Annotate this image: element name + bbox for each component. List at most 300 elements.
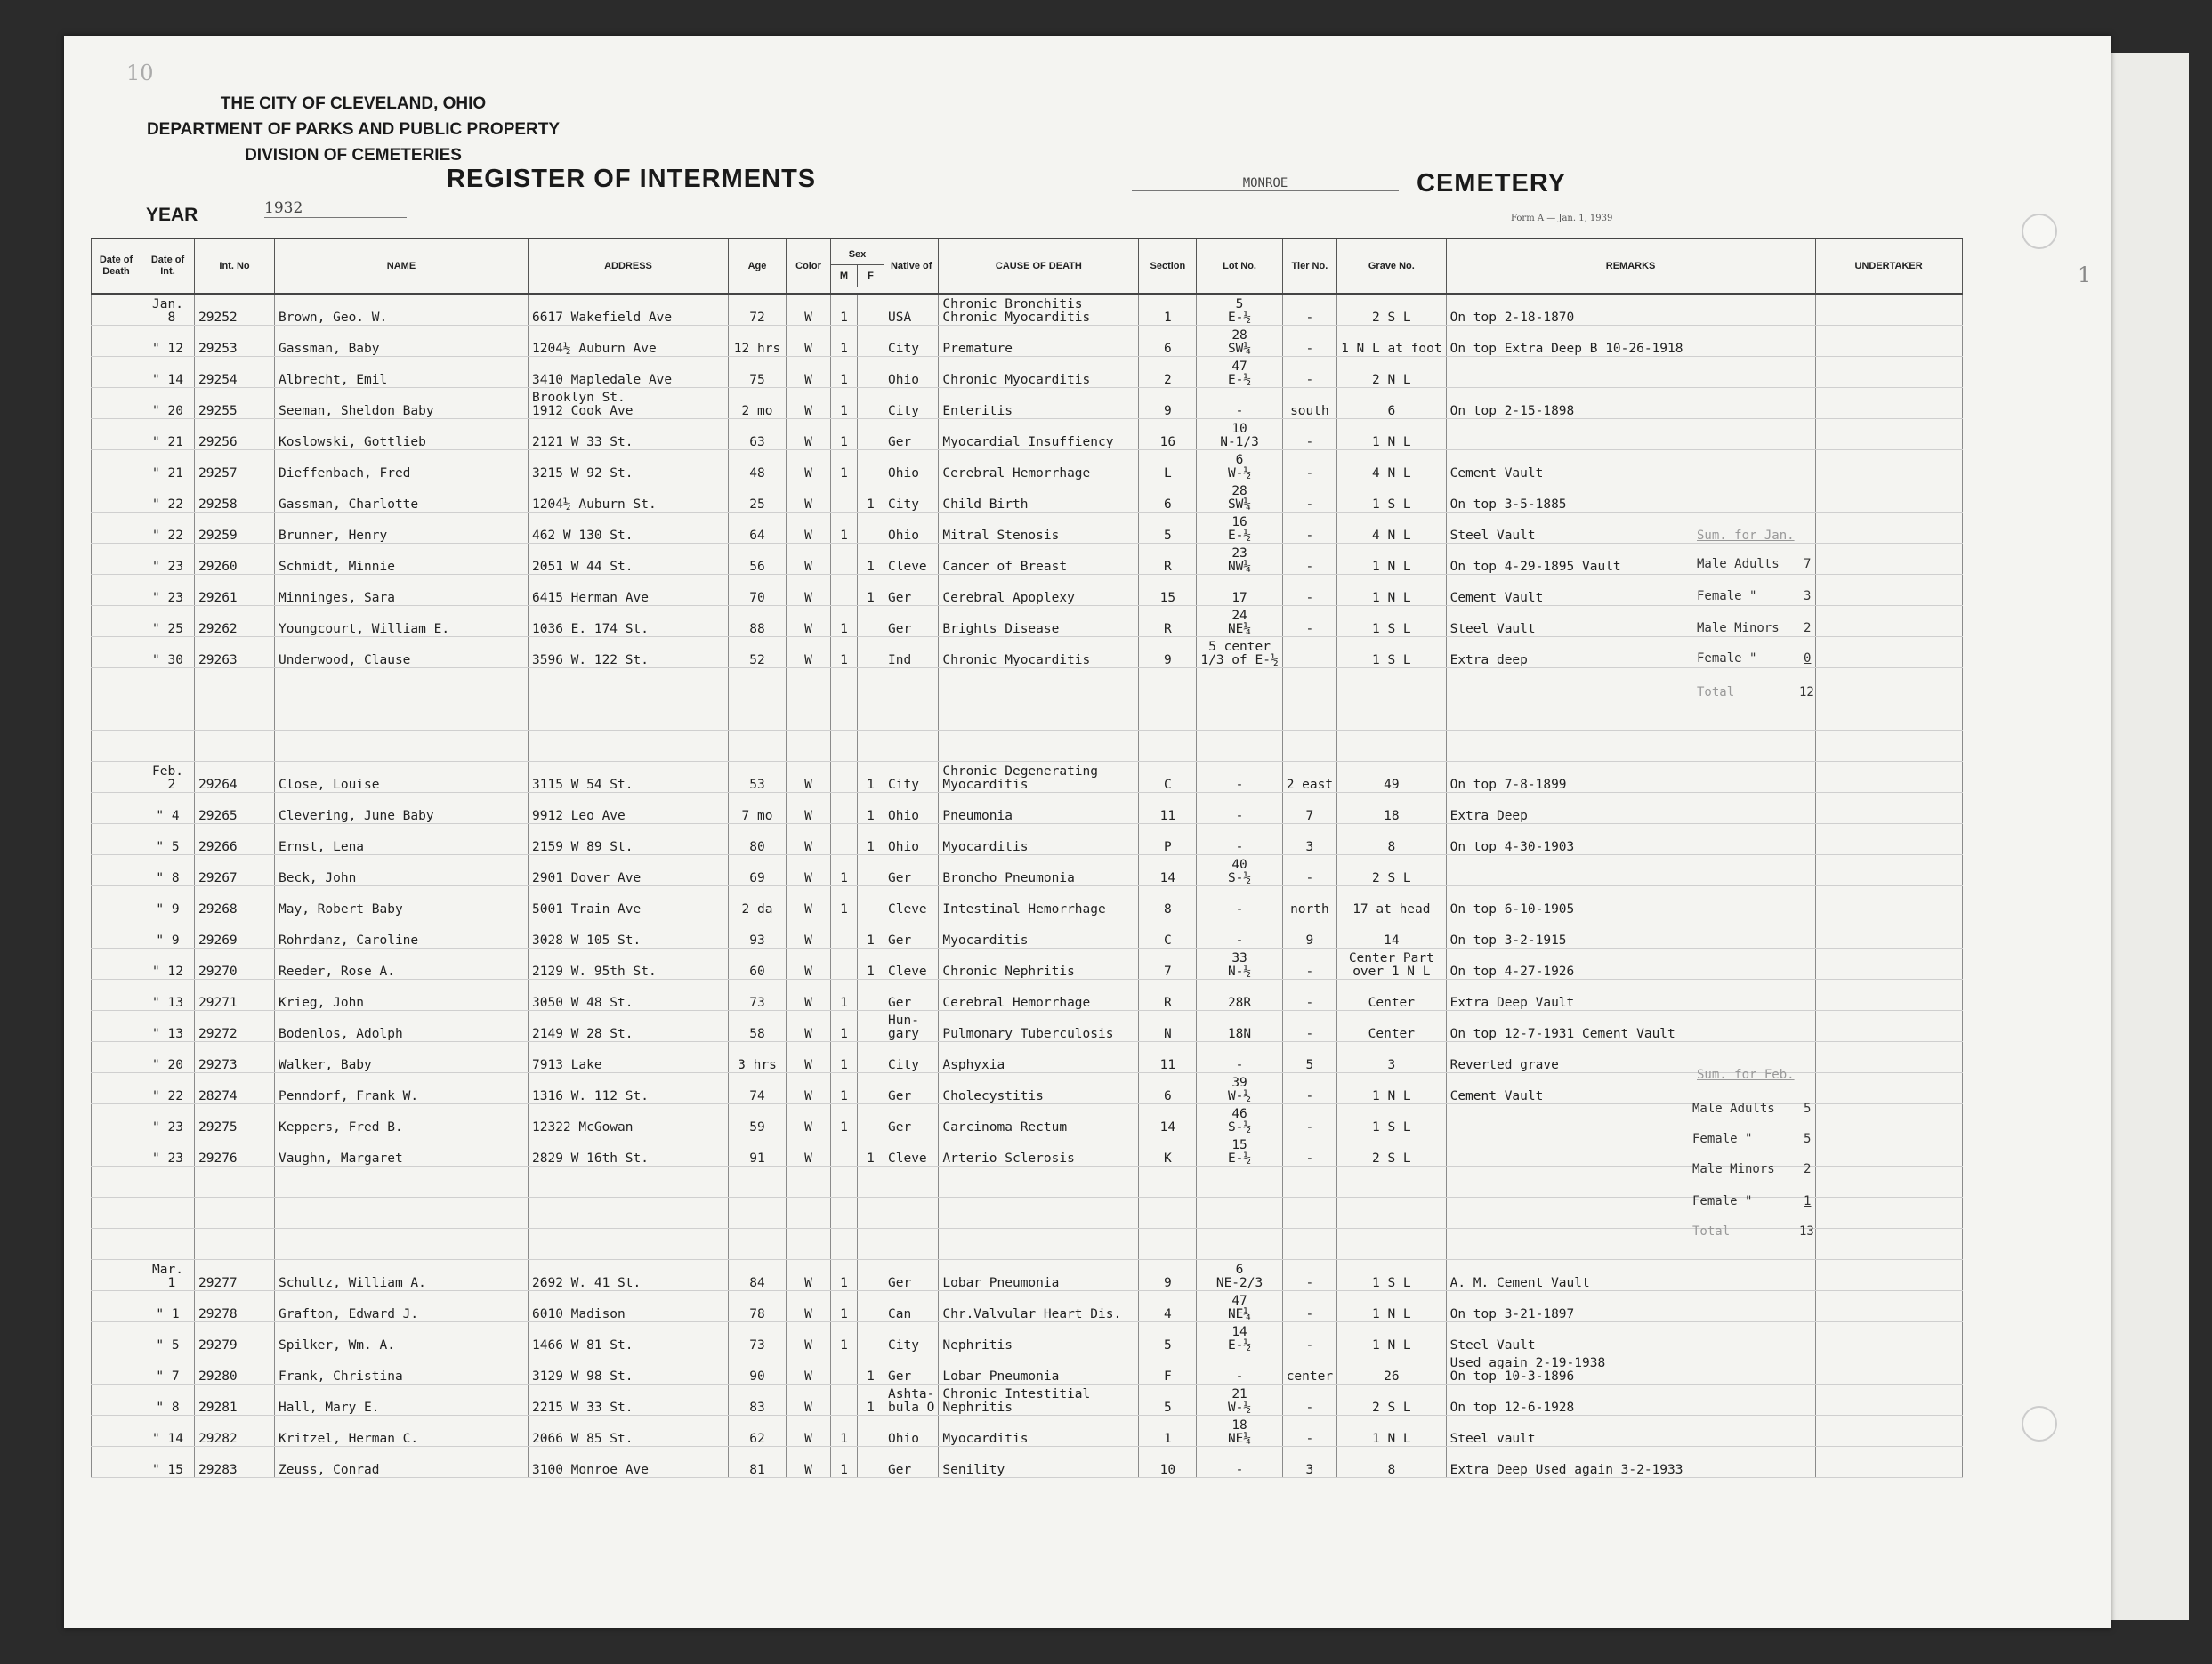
cell-remarks: Cement Vault: [1446, 575, 1815, 606]
cell-address: 1036 E. 174 St.: [529, 606, 729, 637]
org-heading: [64, 91, 642, 168]
jan-female-adults-label: Female ": [1697, 589, 1757, 603]
cell-date-of-interment: " 7: [141, 1353, 195, 1385]
table-row: [92, 388, 1963, 419]
cell-interment-number: 29282: [195, 1416, 275, 1447]
cell-lot: -: [1197, 793, 1282, 824]
cell-name: Schmidt, Minnie: [275, 544, 529, 575]
feb-male-minors-count: 2: [1804, 1162, 1812, 1176]
cell-address: 2829 W 16th St.: [529, 1135, 729, 1167]
table-row: [92, 1135, 1963, 1167]
cell-tier: 9: [1282, 917, 1336, 949]
jan-female-minors-label: Female ": [1697, 651, 1757, 666]
cell-sex-male: 1: [831, 1260, 858, 1291]
cell-sex-female: [858, 1104, 884, 1135]
cell-undertaker: [1815, 419, 1962, 450]
cell-remarks: [1446, 731, 1815, 762]
cell-native-of: Can: [884, 1291, 939, 1322]
cell-lot: 40 S-½: [1197, 855, 1282, 886]
cell-tier: -: [1282, 450, 1336, 481]
cell-undertaker: [1815, 949, 1962, 980]
cell-date-of-death: [92, 1447, 141, 1478]
cell-color: W: [787, 917, 831, 949]
cell-lot: 21 W-½: [1197, 1385, 1282, 1416]
cell-grave: 8: [1337, 824, 1447, 855]
cell-section: C: [1139, 917, 1197, 949]
cell-grave: 8: [1337, 1447, 1447, 1478]
cell-name: [275, 699, 529, 731]
cell-sex-female: [858, 731, 884, 762]
cell-undertaker: [1815, 1353, 1962, 1385]
cell-date-of-death: [92, 481, 141, 513]
cell-native-of: Cleve: [884, 544, 939, 575]
cell-sex-female: 1: [858, 949, 884, 980]
cell-cause-of-death: Chronic Intestitial Nephritis: [939, 1385, 1139, 1416]
cell-name: Close, Louise: [275, 762, 529, 793]
jan-male-adults-count: 7: [1804, 557, 1812, 571]
cell-grave: 2 S L: [1337, 294, 1447, 326]
cell-color: W: [787, 544, 831, 575]
cell-age: 84: [729, 1260, 787, 1291]
cell-date-of-death: [92, 1198, 141, 1229]
cell-name: Frank, Christina: [275, 1353, 529, 1385]
cell-address: 12322 McGowan: [529, 1104, 729, 1135]
cell-cause-of-death: Child Birth: [939, 481, 1139, 513]
cell-sex-female: [858, 699, 884, 731]
col-grave: Grave No.: [1337, 238, 1447, 294]
cell-age: 62: [729, 1416, 787, 1447]
cell-grave: 4 N L: [1337, 450, 1447, 481]
cell-cause-of-death: Myocarditis: [939, 917, 1139, 949]
cell-age: 60: [729, 949, 787, 980]
cell-tier: -: [1282, 1385, 1336, 1416]
cell-tier: -: [1282, 1135, 1336, 1167]
feb-male-adults-label: Male Adults: [1692, 1102, 1775, 1116]
cell-sex-male: 1: [831, 1322, 858, 1353]
cell-lot: 17: [1197, 575, 1282, 606]
cell-interment-number: 29259: [195, 513, 275, 544]
cell-color: W: [787, 1416, 831, 1447]
cell-undertaker: [1815, 1260, 1962, 1291]
page-number: 10: [126, 61, 154, 85]
cell-color: W: [787, 762, 831, 793]
cell-native-of: [884, 668, 939, 699]
cell-name: Minninges, Sara: [275, 575, 529, 606]
cell-date-of-death: [92, 419, 141, 450]
cell-native-of: Cleve: [884, 886, 939, 917]
cell-undertaker: [1815, 699, 1962, 731]
cell-date-of-interment: [141, 1167, 195, 1198]
cell-age: 90: [729, 1353, 787, 1385]
cell-tier: 3: [1282, 824, 1336, 855]
cell-sex-male: [831, 917, 858, 949]
col-lot: Lot No.: [1197, 238, 1282, 294]
cell-name: Beck, John: [275, 855, 529, 886]
cell-interment-number: 29252: [195, 294, 275, 326]
cell-age: 73: [729, 1322, 787, 1353]
cell-tier: -: [1282, 326, 1336, 357]
cell-address: 1466 W 81 St.: [529, 1322, 729, 1353]
cell-date-of-death: [92, 855, 141, 886]
cell-address: 462 W 130 St.: [529, 513, 729, 544]
cell-interment-number: 29255: [195, 388, 275, 419]
cell-native-of: [884, 731, 939, 762]
cell-date-of-interment: " 14: [141, 1416, 195, 1447]
col-sex: [831, 238, 884, 294]
cell-name: Seeman, Sheldon Baby: [275, 388, 529, 419]
cell-remarks: A. M. Cement Vault: [1446, 1260, 1815, 1291]
cell-native-of: Ohio: [884, 357, 939, 388]
cell-native-of: Hun- gary: [884, 1011, 939, 1042]
cell-lot: 6 W-½: [1197, 450, 1282, 481]
cell-sex-female: [858, 1416, 884, 1447]
cell-tier: -: [1282, 575, 1336, 606]
cell-date-of-death: [92, 388, 141, 419]
cell-cause-of-death: Chronic Myocarditis: [939, 357, 1139, 388]
cell-color: [787, 1167, 831, 1198]
col-color: Color: [787, 238, 831, 294]
table-row: [92, 1229, 1963, 1260]
cell-name: [275, 731, 529, 762]
cell-sex-male: [831, 1229, 858, 1260]
cell-tier: -: [1282, 1011, 1336, 1042]
cell-tier: 2 east: [1282, 762, 1336, 793]
cell-interment-number: [195, 1167, 275, 1198]
cell-interment-number: 29278: [195, 1291, 275, 1322]
cell-date-of-interment: " 25: [141, 606, 195, 637]
interment-table: [91, 238, 1963, 1478]
cell-name: Koslowski, Gottlieb: [275, 419, 529, 450]
cell-color: W: [787, 855, 831, 886]
cell-color: W: [787, 357, 831, 388]
cell-interment-number: 29254: [195, 357, 275, 388]
cell-name: Albrecht, Emil: [275, 357, 529, 388]
cell-address: 2149 W 28 St.: [529, 1011, 729, 1042]
cell-sex-female: 1: [858, 762, 884, 793]
cell-undertaker: [1815, 513, 1962, 544]
cell-remarks: Cement Vault: [1446, 450, 1815, 481]
cell-name: Vaughn, Margaret: [275, 1135, 529, 1167]
cell-sex-female: [858, 855, 884, 886]
table-row: [92, 513, 1963, 544]
cell-color: W: [787, 1135, 831, 1167]
cell-age: 80: [729, 824, 787, 855]
cell-grave: 1 S L: [1337, 606, 1447, 637]
cell-color: W: [787, 980, 831, 1011]
cell-section: 1: [1139, 294, 1197, 326]
table-row: [92, 326, 1963, 357]
cell-grave: 2 S L: [1337, 855, 1447, 886]
cell-address: 3050 W 48 St.: [529, 980, 729, 1011]
cell-sex-female: [858, 668, 884, 699]
cell-undertaker: [1815, 1135, 1962, 1167]
cell-native-of: City: [884, 762, 939, 793]
cell-date-of-death: [92, 1042, 141, 1073]
year-value: 1932: [264, 199, 407, 218]
cell-section: 1: [1139, 1416, 1197, 1447]
cell-grave: 1 N L at foot: [1337, 326, 1447, 357]
cell-address: 1316 W. 112 St.: [529, 1073, 729, 1104]
table-row: [92, 1385, 1963, 1416]
cell-section: 2: [1139, 357, 1197, 388]
cell-lot: 46 S-½: [1197, 1104, 1282, 1135]
cell-name: Grafton, Edward J.: [275, 1291, 529, 1322]
table-row: [92, 949, 1963, 980]
cell-date-of-death: [92, 1167, 141, 1198]
cell-sex-male: [831, 731, 858, 762]
cell-date-of-interment: " 23: [141, 575, 195, 606]
cell-date-of-death: [92, 1073, 141, 1104]
cell-tier: center: [1282, 1353, 1336, 1385]
cell-grave: 2 S L: [1337, 1135, 1447, 1167]
cell-interment-number: 29268: [195, 886, 275, 917]
cell-color: W: [787, 1073, 831, 1104]
cell-address: 3129 W 98 St.: [529, 1353, 729, 1385]
cell-date-of-death: [92, 1291, 141, 1322]
cell-lot: [1197, 1229, 1282, 1260]
cell-cause-of-death: [939, 1198, 1139, 1229]
cell-native-of: Ger: [884, 1353, 939, 1385]
cell-section: 6: [1139, 326, 1197, 357]
cell-section: 8: [1139, 886, 1197, 917]
cell-sex-male: 1: [831, 637, 858, 668]
cell-section: 9: [1139, 388, 1197, 419]
cell-sex-male: 1: [831, 855, 858, 886]
cell-date-of-interment: " 23: [141, 1135, 195, 1167]
jan-total-count: 12: [1799, 685, 1814, 699]
cell-native-of: Cleve: [884, 949, 939, 980]
cell-age: 64: [729, 513, 787, 544]
cell-date-of-death: [92, 668, 141, 699]
cell-color: W: [787, 606, 831, 637]
cell-date-of-death: [92, 513, 141, 544]
cell-undertaker: [1815, 668, 1962, 699]
column-header-row: [92, 238, 1963, 294]
register-page: [64, 36, 2111, 1628]
cell-sex-male: [831, 1353, 858, 1385]
cell-age: [729, 1229, 787, 1260]
cell-section: 9: [1139, 637, 1197, 668]
cell-cause-of-death: Mitral Stenosis: [939, 513, 1139, 544]
cell-sex-female: 1: [858, 1135, 884, 1167]
cell-name: Underwood, Clause: [275, 637, 529, 668]
cell-section: 6: [1139, 1073, 1197, 1104]
cell-cause-of-death: Pneumonia: [939, 793, 1139, 824]
cell-age: 83: [729, 1385, 787, 1416]
cell-address: 3115 W 54 St.: [529, 762, 729, 793]
cell-lot: 33 N-½: [1197, 949, 1282, 980]
cell-lot: [1197, 1167, 1282, 1198]
cell-interment-number: [195, 1229, 275, 1260]
cell-date-of-interment: Mar. 1: [141, 1260, 195, 1291]
feb-male-minors-label: Male Minors: [1692, 1162, 1775, 1176]
cell-name: Walker, Baby: [275, 1042, 529, 1073]
cell-color: W: [787, 481, 831, 513]
cell-color: W: [787, 1385, 831, 1416]
cell-native-of: USA: [884, 294, 939, 326]
cell-interment-number: 29261: [195, 575, 275, 606]
col-tier: Tier No.: [1282, 238, 1336, 294]
cell-color: W: [787, 1447, 831, 1478]
cell-color: W: [787, 326, 831, 357]
cell-age: 78: [729, 1291, 787, 1322]
cell-undertaker: [1815, 886, 1962, 917]
cell-interment-number: 29279: [195, 1322, 275, 1353]
cell-sex-male: 1: [831, 1073, 858, 1104]
cell-interment-number: 29269: [195, 917, 275, 949]
cell-date-of-death: [92, 1011, 141, 1042]
cell-grave: 3: [1337, 1042, 1447, 1073]
cell-sex-female: 1: [858, 917, 884, 949]
cell-section: P: [1139, 824, 1197, 855]
cell-date-of-death: [92, 886, 141, 917]
cell-interment-number: 29264: [195, 762, 275, 793]
cell-tier: -: [1282, 1322, 1336, 1353]
cell-lot: -: [1197, 824, 1282, 855]
table-row: [92, 980, 1963, 1011]
cell-name: Rohrdanz, Caroline: [275, 917, 529, 949]
cell-age: 59: [729, 1104, 787, 1135]
cell-sex-female: [858, 1011, 884, 1042]
cell-grave: 6: [1337, 388, 1447, 419]
cell-date-of-death: [92, 1416, 141, 1447]
cell-native-of: City: [884, 1042, 939, 1073]
cell-date-of-interment: [141, 668, 195, 699]
cell-grave: [1337, 1167, 1447, 1198]
cell-address: 9912 Leo Ave: [529, 793, 729, 824]
cell-cause-of-death: [939, 731, 1139, 762]
cell-address: [529, 1198, 729, 1229]
cell-undertaker: [1815, 326, 1962, 357]
city-line: THE CITY OF CLEVELAND, OHIO: [220, 94, 487, 113]
cell-grave: 2 N L: [1337, 357, 1447, 388]
cell-remarks: [1446, 419, 1815, 450]
cell-date-of-death: [92, 357, 141, 388]
cell-color: W: [787, 419, 831, 450]
feb-female-minors-count: 1: [1804, 1194, 1812, 1208]
cell-cause-of-death: Senility: [939, 1447, 1139, 1478]
cell-name: Brown, Geo. W.: [275, 294, 529, 326]
cell-date-of-interment: " 8: [141, 1385, 195, 1416]
cell-date-of-interment: " 22: [141, 1073, 195, 1104]
cell-remarks: On top 12-7-1931 Cement Vault: [1446, 1011, 1815, 1042]
table-row: [92, 917, 1963, 949]
cell-date-of-death: [92, 949, 141, 980]
cell-color: W: [787, 949, 831, 980]
cell-lot: 18N: [1197, 1011, 1282, 1042]
cell-cause-of-death: [939, 668, 1139, 699]
cell-remarks: [1446, 668, 1815, 699]
cell-name: Dieffenbach, Fred: [275, 450, 529, 481]
cell-grave: 2 S L: [1337, 1385, 1447, 1416]
cell-sex-female: [858, 637, 884, 668]
cell-cause-of-death: Myocarditis: [939, 1416, 1139, 1447]
cell-name: [275, 668, 529, 699]
cell-name: Schultz, William A.: [275, 1260, 529, 1291]
cell-sex-male: [831, 1198, 858, 1229]
cell-native-of: Ger: [884, 917, 939, 949]
cell-undertaker: [1815, 1042, 1962, 1073]
cell-age: 52: [729, 637, 787, 668]
cell-address: 2215 W 33 St.: [529, 1385, 729, 1416]
cell-remarks: Reverted grave: [1446, 1042, 1815, 1073]
cell-sex-male: 1: [831, 450, 858, 481]
cell-date-of-death: [92, 544, 141, 575]
cell-address: [529, 668, 729, 699]
cell-section: 5: [1139, 1385, 1197, 1416]
cell-age: 53: [729, 762, 787, 793]
cell-color: W: [787, 1042, 831, 1073]
cell-grave: 1 S L: [1337, 1104, 1447, 1135]
cell-date-of-interment: " 23: [141, 544, 195, 575]
cell-section: 6: [1139, 481, 1197, 513]
cell-date-of-death: [92, 606, 141, 637]
table-row: [92, 886, 1963, 917]
table-row: [92, 1416, 1963, 1447]
cell-interment-number: 29271: [195, 980, 275, 1011]
cell-remarks: [1446, 699, 1815, 731]
cell-date-of-death: [92, 1385, 141, 1416]
year-label: YEAR: [146, 205, 198, 225]
cell-cause-of-death: [939, 1229, 1139, 1260]
cell-name: [275, 1167, 529, 1198]
cell-undertaker: [1815, 1104, 1962, 1135]
cell-cause-of-death: Cerebral Apoplexy: [939, 575, 1139, 606]
cell-grave: 1 S L: [1337, 481, 1447, 513]
cell-name: Gassman, Charlotte: [275, 481, 529, 513]
cell-sex-male: [831, 824, 858, 855]
cell-section: [1139, 1229, 1197, 1260]
cell-date-of-death: [92, 824, 141, 855]
cell-date-of-death: [92, 793, 141, 824]
cell-native-of: City: [884, 481, 939, 513]
cell-address: 3100 Monroe Ave: [529, 1447, 729, 1478]
cell-age: 81: [729, 1447, 787, 1478]
cell-undertaker: [1815, 1416, 1962, 1447]
cell-remarks: [1446, 1229, 1815, 1260]
cell-address: 1204½ Auburn Ave: [529, 326, 729, 357]
cell-name: Youngcourt, William E.: [275, 606, 529, 637]
cell-cause-of-death: Premature: [939, 326, 1139, 357]
cell-native-of: [884, 1229, 939, 1260]
table-row: [92, 419, 1963, 450]
cell-date-of-death: [92, 980, 141, 1011]
cell-date-of-interment: [141, 699, 195, 731]
cell-section: 15: [1139, 575, 1197, 606]
cell-age: 25: [729, 481, 787, 513]
cell-cause-of-death: Carcinoma Rectum: [939, 1104, 1139, 1135]
cell-tier: -: [1282, 294, 1336, 326]
cell-remarks: On top Extra Deep B 10-26-1918: [1446, 326, 1815, 357]
cell-undertaker: [1815, 388, 1962, 419]
cell-sex-male: [831, 699, 858, 731]
cell-color: W: [787, 1260, 831, 1291]
cell-grave: 1 N L: [1337, 1416, 1447, 1447]
cell-grave: [1337, 668, 1447, 699]
cell-cause-of-death: Enteritis: [939, 388, 1139, 419]
cell-age: 3 hrs: [729, 1042, 787, 1073]
cell-remarks: Extra Deep: [1446, 793, 1815, 824]
cell-date-of-interment: " 9: [141, 886, 195, 917]
cell-section: R: [1139, 606, 1197, 637]
cell-section: [1139, 731, 1197, 762]
cell-date-of-interment: " 22: [141, 513, 195, 544]
cell-grave: 1 N L: [1337, 1073, 1447, 1104]
cell-name: Krieg, John: [275, 980, 529, 1011]
cell-date-of-interment: " 8: [141, 855, 195, 886]
cell-undertaker: [1815, 1073, 1962, 1104]
table-row: [92, 637, 1963, 668]
